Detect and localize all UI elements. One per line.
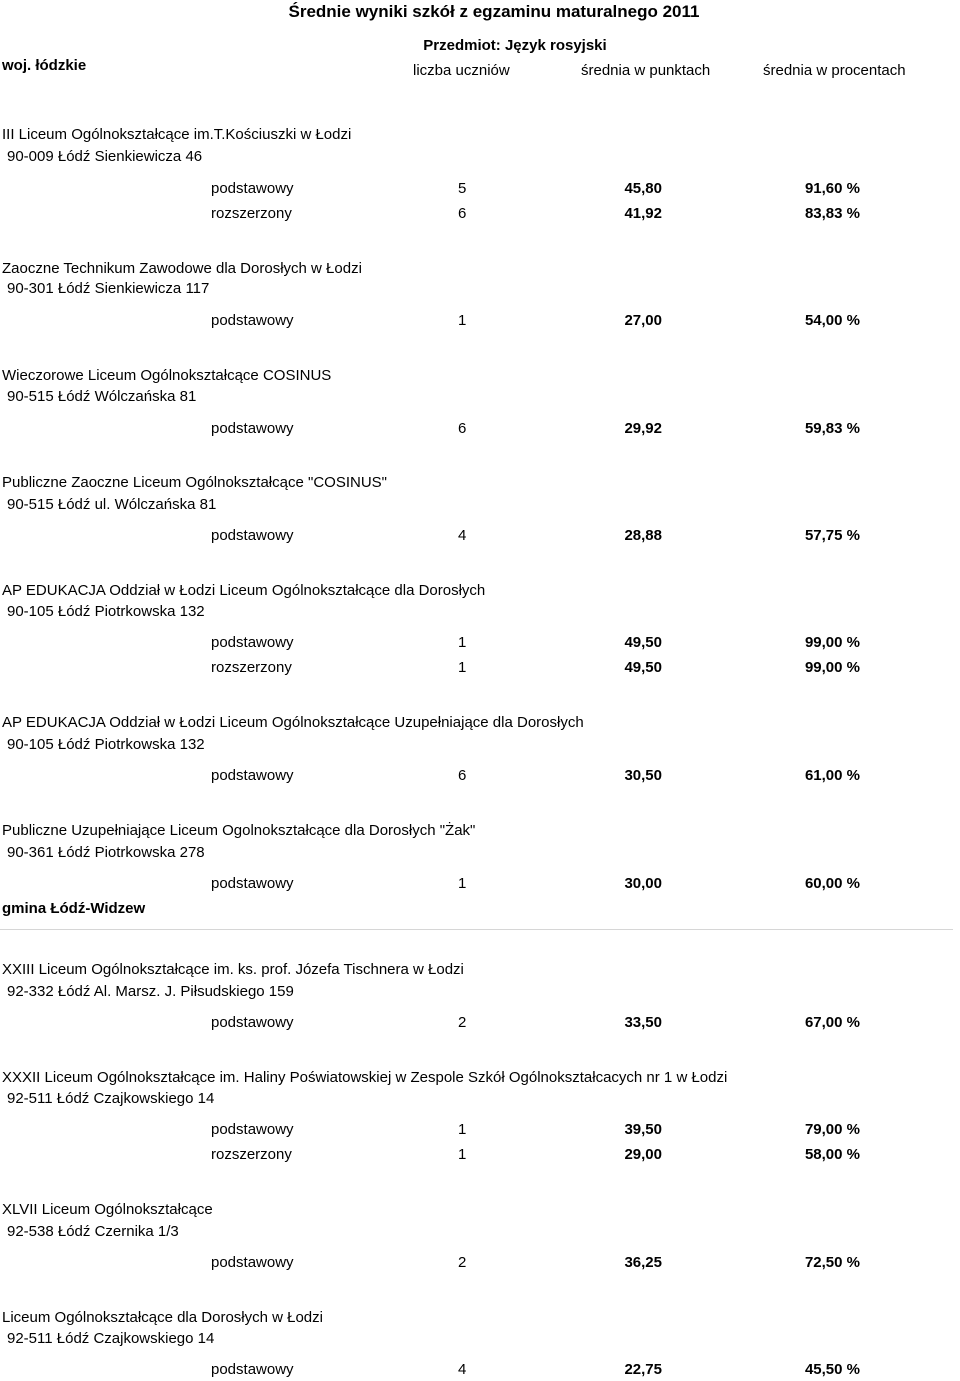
student-count: 1: [458, 659, 467, 676]
exam-level: podstawowy: [211, 875, 294, 892]
avg-percent: 59,83 %: [804, 420, 860, 437]
school-name: Publiczne Uzupełniające Liceum Ogolnokształcące dla Dorosłych "Żak": [2, 822, 476, 839]
school-name: XLVII Liceum Ogólnokształcące: [2, 1201, 213, 1218]
student-count: 6: [458, 420, 467, 437]
avg-percent: 67,00 %: [804, 1014, 860, 1031]
subject-label: Przedmiot: Język rosyjski: [423, 37, 607, 54]
avg-points: 36,25: [624, 1254, 662, 1271]
student-count: 1: [458, 312, 467, 329]
avg-points: 30,50: [624, 767, 662, 784]
avg-points: 30,00: [624, 875, 662, 892]
school-name: AP EDUKACJA Oddział w Łodzi Liceum Ogólnokształcące dla Dorosłych: [2, 582, 486, 599]
column-header-avg-percent: średnia w procentach: [763, 62, 906, 79]
exam-level: rozszerzony: [211, 205, 292, 222]
exam-level: podstawowy: [211, 180, 294, 197]
school-address: 90-301 Łódź Sienkiewicza 117: [7, 280, 210, 297]
exam-level: podstawowy: [211, 527, 294, 544]
avg-percent: 79,00 %: [804, 1121, 860, 1138]
student-count: 4: [458, 527, 467, 544]
school-name: XXXII Liceum Ogólnokształcące im. Haliny Poświatowskiej w Zespole Szkół Ogólnokształcacych nr 1 w Łodzi: [2, 1069, 728, 1086]
school-address: 90-009 Łódź Sienkiewicza 46: [7, 148, 203, 165]
school-address: 92-511 Łódź Czajkowskiego 14: [7, 1330, 215, 1347]
school-address: 90-515 Łódź Wólczańska 81: [7, 388, 197, 405]
avg-points: 22,75: [624, 1361, 662, 1378]
student-count: 1: [458, 1121, 467, 1138]
student-count: 6: [458, 767, 467, 784]
student-count: 1: [458, 875, 467, 892]
section-divider: [0, 929, 953, 930]
avg-points: 39,50: [624, 1121, 662, 1138]
avg-percent: 83,83 %: [804, 205, 860, 222]
student-count: 1: [458, 634, 467, 651]
school-name: Zaoczne Technikum Zawodowe dla Dorosłych w Łodzi: [2, 260, 362, 277]
avg-points: 29,92: [624, 420, 662, 437]
avg-points: 49,50: [624, 634, 662, 651]
avg-percent: 54,00 %: [804, 312, 860, 329]
student-count: 4: [458, 1361, 467, 1378]
avg-percent: 57,75 %: [804, 527, 860, 544]
school-name: AP EDUKACJA Oddział w Łodzi Liceum Ogólnokształcące Uzupełniające dla Dorosłych: [2, 714, 584, 731]
avg-percent: 99,00 %: [804, 659, 860, 676]
school-address: 92-332 Łódź Al. Marsz. J. Piłsudskiego 159: [7, 983, 294, 1000]
student-count: 5: [458, 180, 467, 197]
school-address: 92-538 Łódź Czernika 1/3: [7, 1223, 179, 1240]
school-name: XXIII Liceum Ogólnokształcące im. ks. prof. Józefa Tischnera w Łodzi: [2, 961, 464, 978]
exam-level: podstawowy: [211, 1254, 294, 1271]
school-address: 90-361 Łódź Piotrkowska 278: [7, 844, 205, 861]
avg-points: 33,50: [624, 1014, 662, 1031]
student-count: 2: [458, 1254, 467, 1271]
exam-level: podstawowy: [211, 1361, 294, 1378]
exam-level: rozszerzony: [211, 1146, 292, 1163]
avg-percent: 45,50 %: [804, 1361, 860, 1378]
school-name: Wieczorowe Liceum Ogólnokształcące COSINUS: [2, 367, 332, 384]
exam-level: podstawowy: [211, 1014, 294, 1031]
exam-level: podstawowy: [211, 420, 294, 437]
region-label: woj. łódzkie: [2, 57, 87, 74]
student-count: 1: [458, 1146, 467, 1163]
gmina-label: gmina Łódź-Widzew: [2, 900, 146, 917]
avg-percent: 72,50 %: [804, 1254, 860, 1271]
exam-level: podstawowy: [211, 767, 294, 784]
student-count: 2: [458, 1014, 467, 1031]
school-address: 90-105 Łódź Piotrkowska 132: [7, 736, 205, 753]
school-address: 90-515 Łódź ul. Wólczańska 81: [7, 496, 217, 513]
avg-percent: 61,00 %: [804, 767, 860, 784]
column-header-students: liczba uczniów: [413, 62, 510, 79]
school-name: Publiczne Zaoczne Liceum Ogólnokształcące "COSINUS": [2, 474, 387, 491]
student-count: 6: [458, 205, 467, 222]
avg-points: 27,00: [624, 312, 662, 329]
avg-points: 41,92: [624, 205, 662, 222]
column-header-avg-points: średnia w punktach: [581, 62, 711, 79]
exam-level: podstawowy: [211, 1121, 294, 1138]
avg-percent: 60,00 %: [804, 875, 860, 892]
school-name: III Liceum Ogólnokształcące im.T.Kościuszki w Łodzi: [2, 126, 352, 143]
exam-level: rozszerzony: [211, 659, 292, 676]
avg-points: 49,50: [624, 659, 662, 676]
page-title: Średnie wyniki szkół z egzaminu maturalnego 2011: [288, 2, 700, 21]
exam-level: podstawowy: [211, 312, 294, 329]
school-name: Liceum Ogólnokształcące dla Dorosłych w Łodzi: [2, 1309, 323, 1326]
exam-level: podstawowy: [211, 634, 294, 651]
school-address: 90-105 Łódź Piotrkowska 132: [7, 603, 205, 620]
avg-percent: 58,00 %: [804, 1146, 860, 1163]
avg-points: 28,88: [624, 527, 662, 544]
avg-points: 45,80: [624, 180, 662, 197]
avg-percent: 99,00 %: [804, 634, 860, 651]
avg-points: 29,00: [624, 1146, 662, 1163]
avg-percent: 91,60 %: [804, 180, 860, 197]
school-address: 92-511 Łódź Czajkowskiego 14: [7, 1090, 215, 1107]
